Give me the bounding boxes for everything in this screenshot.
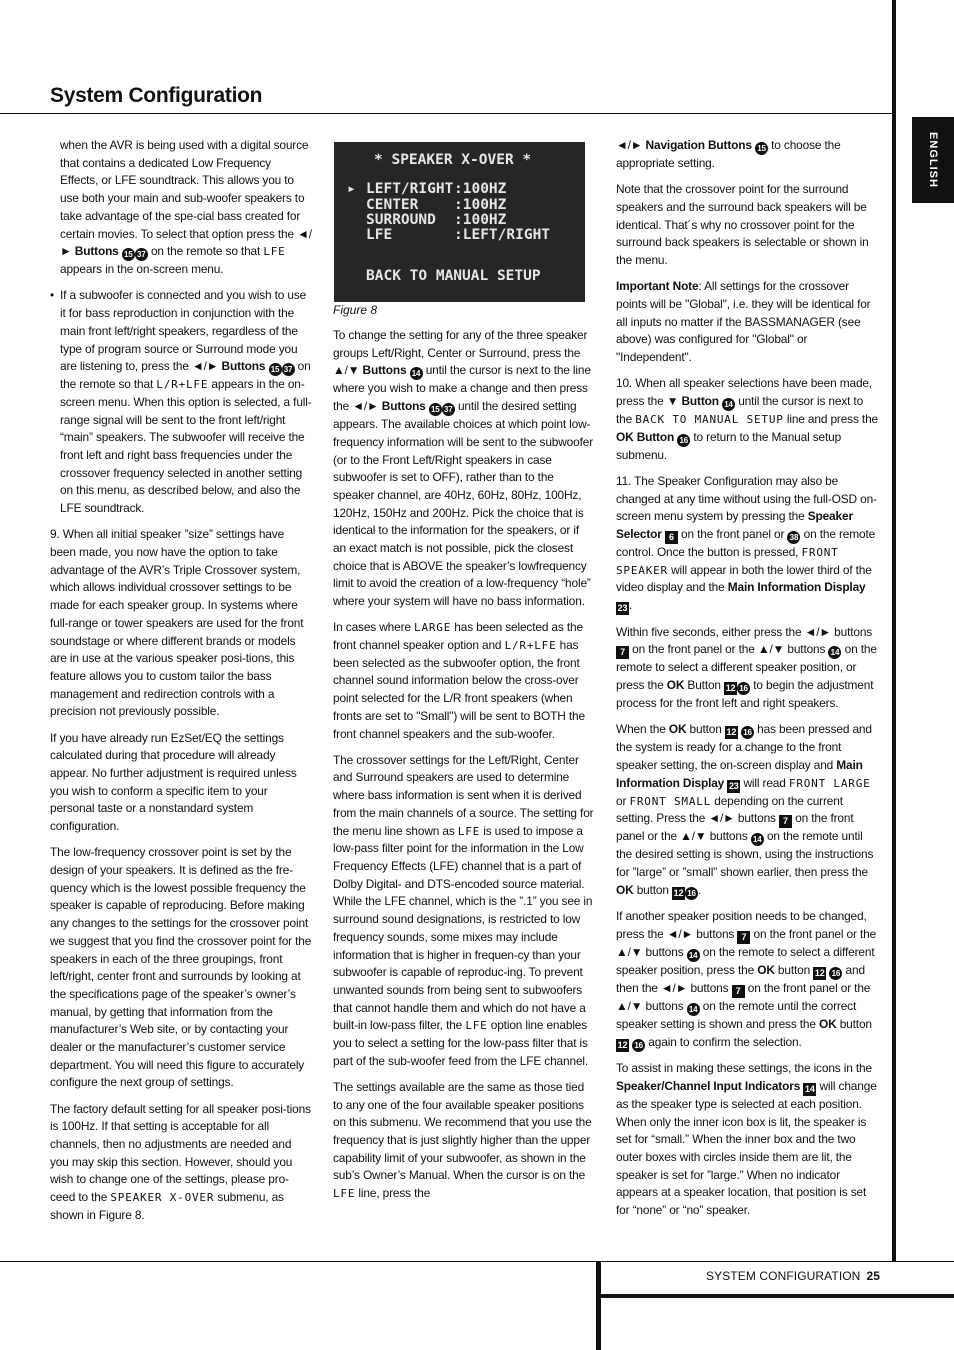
figure-caption: Figure 8 [333, 303, 378, 317]
osd-line-label: LFE [366, 227, 393, 243]
footer-vertical-bar [596, 1261, 601, 1350]
paragraph: Within five seconds, either press the ◄/► buttons 7 on the front panel or the ▲/▼ buttons 14 on the remote to select a different speaker position, or press the OK Button 12 16 to begin the adjustment process for the front left and right speakers. [616, 624, 877, 710]
header-rule [0, 113, 894, 114]
paragraph: Important Note: All settings for the crossover points will be "Global", i.e. they will be identical for all inputs no matter if the BASSMANAGER (see above) was configured for "Global" or "Independent". [616, 279, 871, 365]
osd-line-label: CENTER [366, 197, 419, 213]
footer-thick-rule [598, 1294, 954, 1298]
osd-line-value: :LEFT/RIGHT [454, 227, 551, 243]
paragraph: 11. The Speaker Configuration may also be changed at any time without using the full-OSD on-screen menu system by pressing the Speaker Selector 6 on the front panel or 38 on the remote control. Once the button is pressed, FRONT SPEAKER will appear in both the lower third of the video display and the Main Information Display 23 . [616, 473, 877, 614]
osd-line-value: :100HZ [454, 212, 507, 228]
osd-cursor: ▸ [347, 181, 356, 197]
footer-rule [0, 1261, 954, 1262]
language-tab-label: ENGLISH [927, 132, 939, 188]
osd-title: * SPEAKER X-OVER * [374, 152, 532, 168]
column-2 [333, 327, 595, 1211]
paragraph: The low-frequency crossover point is set by the design of your speakers. It is defined as the fre-quency which is the lowest possible frequency the speaker is capable of reproducing. Before making any changes to the settings for the crossover point we suggest that you find the crossover point for the speakers in each of the three groupings, front left/right, center front and surrounds by looking at the specifications page of the speaker’s owner’s manual, by getting that information from the manufacturer’s Web site, or by contacting your dealer or the manufacturer’s customer service department. You will need this figure to accurately configure the next group of settings. [50, 845, 312, 1090]
paragraph: 9. When all initial speaker ”size” settings have been made, you now have the option to take advantage of the AVR’s Triple Crossover system, which allows individual crossover settings to be made for each speaker group. In systems where full-range or tower speakers are used for the front soundstage or where different brands or models are in use at the various speaker posi-tions, this feature allows you to custom tailor the bass management and redirection controls with a precision not previously possible. [50, 527, 304, 719]
paragraph: The settings available are the same as those tied to any one of the four available speaker positions on this submenu. We recommend that you use the frequency that is just slightly higher than the upper capability limit of your subwoofer, as shown in the sub’s Owner’s Manual. When the cursor is on the LFE line, press the [333, 1079, 592, 1201]
paragraph: If you have already run EzSet/EQ the settings calculated during that procedure will already appear. No further adjustment is required unless you wish to conform a specific item to your personal taste or a nonstandard system configuration. [50, 730, 297, 834]
osd-back-line: BACK TO MANUAL SETUP [366, 268, 541, 284]
page-number: 25 [866, 1269, 881, 1283]
paragraph: When the OK button 12 16 has been pressed and the system is ready for a change to the front speaker setting, the on-screen display and Main Information Display 23 will read FRONT LARGE or FRONT SMALL depending on the current setting. Press the ◄/► buttons 7 on the front panel or the ▲/▼ buttons 14 on the remote until the desired setting is shown, using the instructions for ”large” or ”small” shown earlier, then press the OK button 12 16 . [616, 722, 874, 898]
paragraph: when the AVR is being used with a digital source that contains a dedicated Low Frequency Effects, or LFE soundtrack. This allows you to use both your main and sub-woofer speakers to take advantage of the spe-cial bass created for certain movies. To select that option press the ◄/► Buttons 15 37 on the remote so that LFE appears in the on-screen menu. [60, 138, 312, 277]
paragraph: ◄/► Navigation Buttons 15 to choose the appropriate setting. [616, 138, 841, 170]
osd-line-label: LEFT/RIGHT [366, 181, 454, 197]
osd-line-value: :100HZ [454, 197, 507, 213]
page-title: System Configuration [50, 84, 263, 107]
osd-line-label: SURROUND [366, 212, 436, 228]
paragraph: The crossover settings for the Left/Right, Center and Surround speakers are used to determine where bass information is sent when it is derived from the main channels of a source. The setting for the menu line shown as LFE is used to impose a low-pass filter point for the information in the Low Frequency Effects (LFE) channel that is a part of Dolby Digital- and DTS-encoded source material. While the LFE channel, which is the ”.1” you see in surround sound designations, is restricted to low frequency sounds, some mixes may include information that is higher in frequen-cy than your subwoofer is capable of reproduc-ing. To prevent unwanted sounds from being sent to subwoofers that cannot handle them and which do not have a built-in low-pass filter, the LFE option line enables you to select a setting for the low-pass filter that is part of the sub-woofer feed from the LFE channel. [333, 752, 594, 1068]
paragraph: The factory default setting for all speaker posi-tions is 100Hz. If that setting is acceptable for all channels, then no adjustments are needed and you may skip this section. However, should you wish to change one of the settings, please pro-ceed to the SPEAKER X-OVER submenu, as shown in Figure 8. [50, 1101, 311, 1222]
speaker-xover-osd-figure [334, 142, 585, 302]
right-margin-bar [892, 0, 896, 1262]
column-3 [616, 137, 878, 1228]
paragraph: 10. When all speaker selections have been made, press the ▼ Button 14 until the cursor is next to the BACK TO MANUAL SETUP line and press the OK Button 16 to return to the Manual setup submenu. [616, 376, 879, 462]
bullet-paragraph: • If a subwoofer is connected and you wish to use it for bass reproduction in conjunction with the main front left/right speakers, regardless of the type of program source or Surround mode you are listening to, press the ◄/► Buttons 15 37 on the remote so that L/R+LFE appears in the on-screen menu. When this option is selected, a full-range signal will be sent to the front left/right “main” speakers. The subwoofer will receive the front left and right bass frequencies under the crossover frequency selected in another setting on this menu, as described below, and also the LFE soundtrack. [50, 287, 312, 517]
osd-line-value: :100HZ [454, 181, 507, 197]
paragraph: To change the setting for any of the three speaker groups Left/Right, Center or Surround, press the ▲/▼ Buttons 14 until the cursor is next to the line where you wish to make a change and then press the ◄/► Buttons 15 37 until the desired setting appears. The available choices at which point low-frequency information will be sent to the subwoofer (or to the Front Left/Right speakers in case subwoofer is set to OFF), rather than to the speaker channel, are 40Hz, 60Hz, 80Hz, 100Hz, 120Hz, 150Hz and 200Hz. Pick the choice that is identical to the information for the speakers, or if an exact match is not possible, pick the closest choice that is ABOVE the speaker’s lowfrequency limit to avoid the creation of a low-frequency “hole” where your system will have no bass information. [333, 328, 594, 609]
paragraph: If another speaker position needs to be changed, press the ◄/► buttons 7 on the front panel or the ▲/▼ buttons 14 on the remote to select a different speaker position, press the OK button 12 16 and then the ◄/► buttons 7 on the front panel or the ▲/▼ buttons 14 on the remote until the correct speaker setting is shown and press the OK button 12 16 again to confirm the selection. [616, 909, 877, 1050]
paragraph: Note that the crossover point for the surround speakers and the surround back speakers will be identical. That´s why no crossover point for the surround back speakers is selectable or shown in the menu. [616, 182, 869, 268]
footer-section: SYSTEM CONFIGURATION [706, 1269, 861, 1283]
paragraph: In cases where LARGE has been selected as the front channel speaker option and L/R+LFE has been selected as the subwoofer option, the front channel sound information below the cross-over point selected for the L/R front speakers (when fronts are set to "Small") will be sent to BOTH the front channel speakers and the sub-woofer. [333, 620, 585, 741]
paragraph: To assist in making these settings, the icons in the Speaker/Channel Input Indicators 14 will change as the speaker type is selected at each position. When only the inner icon box is lit, the speaker is set for “small.” When the inner box and the two outer boxes with circles inside them are lit, the speaker is set for ”large.” When no indicator appears at a speaker location, that position is set for “none” or “no” speaker. [616, 1061, 877, 1218]
language-tab [912, 117, 954, 203]
page-footer [706, 1269, 880, 1283]
column-1 [50, 137, 312, 1233]
